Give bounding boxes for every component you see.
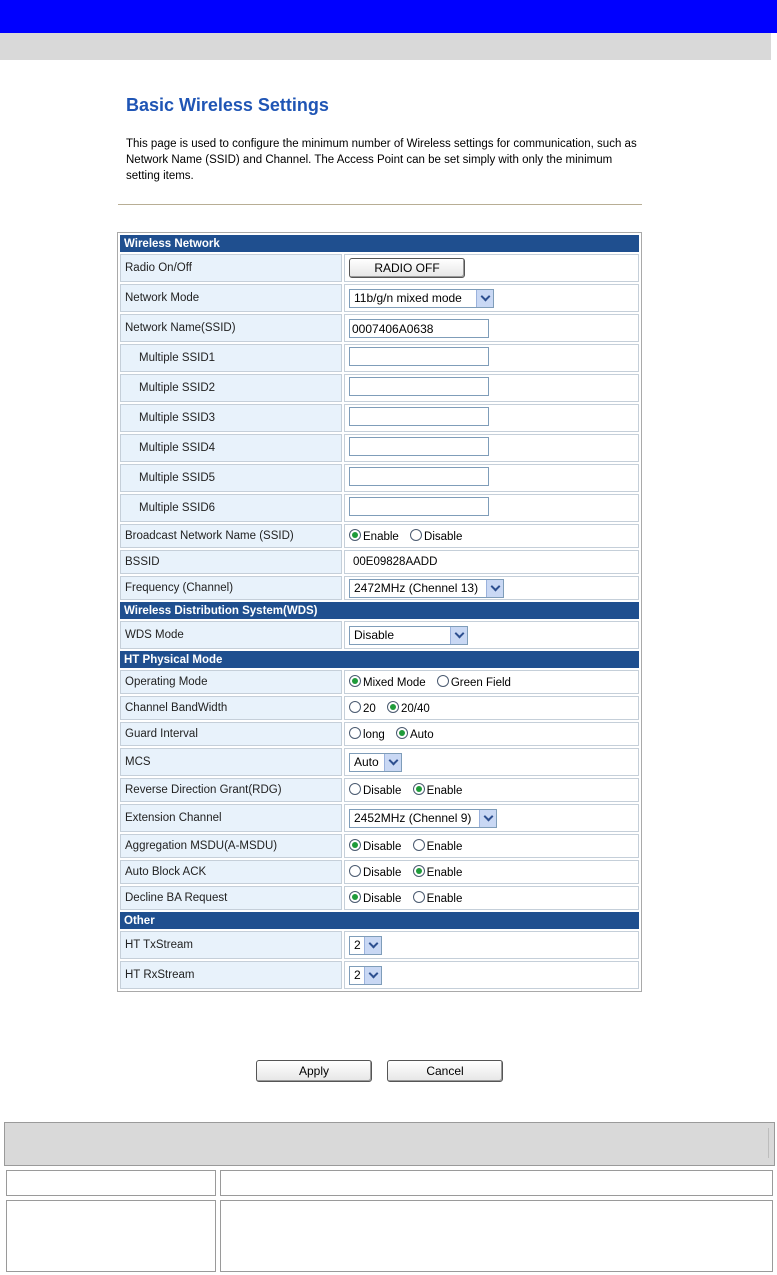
multiple-ssid1-label: Multiple SSID1 [120, 344, 342, 372]
table-cell [6, 1200, 216, 1272]
radio-checked-icon [349, 529, 361, 541]
page-title: Basic Wireless Settings [126, 95, 329, 115]
bssid-label: BSSID [120, 550, 342, 574]
multiple-ssid5-label: Multiple SSID5 [120, 464, 342, 492]
radio-checked-icon [413, 865, 425, 877]
radio-unchecked-icon [410, 529, 422, 541]
opmode-mixed-option[interactable]: Mixed Mode [349, 677, 426, 689]
wds-mode-select[interactable]: Disable [349, 626, 468, 645]
radio-checked-icon [349, 839, 361, 851]
autoba-disable-option[interactable]: Disable [349, 867, 401, 879]
section-wireless-network: Wireless Network [120, 235, 639, 252]
guard-interval-label: Guard Interval [120, 722, 342, 746]
radio-unchecked-icon [437, 675, 449, 687]
multiple-ssid5-input[interactable] [349, 467, 489, 486]
rx-stream-label: HT RxStream [120, 961, 342, 989]
multiple-ssid4-input[interactable] [349, 437, 489, 456]
radio-checked-icon [349, 675, 361, 687]
radio-unchecked-icon [413, 839, 425, 851]
apply-button[interactable]: Apply [256, 1060, 372, 1082]
bw-2040-option[interactable]: 20/40 [387, 703, 430, 715]
table-cell [220, 1170, 773, 1196]
table-header [4, 1122, 775, 1166]
gi-auto-option[interactable]: Auto [396, 729, 434, 741]
chevron-down-icon [450, 627, 467, 644]
opmode-green-option[interactable]: Green Field [437, 677, 511, 689]
autoba-enable-option[interactable]: Enable [413, 867, 463, 879]
mcs-label: MCS [120, 748, 342, 776]
cancel-button[interactable]: Cancel [387, 1060, 503, 1082]
radio-label: Radio On/Off [120, 254, 342, 282]
gi-long-option[interactable]: long [349, 729, 385, 741]
radio-unchecked-icon [349, 727, 361, 739]
amsdu-enable-option[interactable]: Enable [413, 841, 463, 853]
action-bar [0, 1060, 777, 1082]
multiple-ssid2-label: Multiple SSID2 [120, 374, 342, 402]
chevron-down-icon [486, 580, 503, 597]
multiple-ssid4-label: Multiple SSID4 [120, 434, 342, 462]
radio-checked-icon [387, 701, 399, 713]
extension-channel-label: Extension Channel [120, 804, 342, 832]
broadcast-disable-option[interactable]: Disable [410, 531, 462, 543]
section-ht-physical-mode: HT Physical Mode [120, 651, 639, 668]
decline-enable-option[interactable]: Enable [413, 893, 463, 905]
top-blue-bar [0, 0, 777, 33]
rx-stream-select[interactable]: 2 [349, 966, 382, 985]
tx-stream-label: HT TxStream [120, 931, 342, 959]
ssid-input[interactable]: 0007406A0638 [349, 319, 489, 338]
rdg-label: Reverse Direction Grant(RDG) [120, 778, 342, 802]
frequency-label: Frequency (Channel) [120, 576, 342, 600]
bw-20-option[interactable]: 20 [349, 703, 376, 715]
multiple-ssid2-input[interactable] [349, 377, 489, 396]
amsdu-label: Aggregation MSDU(A-MSDU) [120, 834, 342, 858]
chevron-down-icon [479, 810, 496, 827]
rdg-enable-option[interactable]: Enable [413, 785, 463, 797]
rdg-disable-option[interactable]: Disable [349, 785, 401, 797]
radio-unchecked-icon [349, 783, 361, 795]
broadcast-enable-option[interactable]: Enable [349, 531, 399, 543]
field-description-table [2, 1122, 775, 1275]
wds-mode-label: WDS Mode [120, 621, 342, 649]
multiple-ssid3-label: Multiple SSID3 [120, 404, 342, 432]
multiple-ssid6-input[interactable] [349, 497, 489, 516]
page-description: This page is used to configure the minimum number of Wireless settings for communication, such as Network Name (SSID) and Channel. The Access Point can be set simply with only the minimum setting items. [126, 138, 637, 182]
mcs-select[interactable]: Auto [349, 753, 402, 772]
broadcast-ssid-label: Broadcast Network Name (SSID) [120, 524, 342, 548]
section-wds: Wireless Distribution System(WDS) [120, 602, 639, 619]
table-cell [220, 1200, 773, 1272]
amsdu-disable-option[interactable]: Disable [349, 841, 401, 853]
bssid-value: 00E09828AADD [344, 550, 639, 574]
chevron-down-icon [384, 754, 401, 771]
chevron-down-icon [476, 290, 493, 307]
settings-table [117, 232, 642, 992]
tx-stream-select[interactable]: 2 [349, 936, 382, 955]
radio-unchecked-icon [349, 701, 361, 713]
multiple-ssid1-input[interactable] [349, 347, 489, 366]
section-other: Other [120, 912, 639, 929]
radio-off-button[interactable]: RADIO OFF [349, 258, 465, 278]
network-mode-label: Network Mode [120, 284, 342, 312]
top-gray-bar [0, 33, 771, 60]
network-mode-select[interactable]: 11b/g/n mixed mode [349, 289, 494, 308]
auto-block-ack-label: Auto Block ACK [120, 860, 342, 884]
radio-unchecked-icon [413, 891, 425, 903]
multiple-ssid6-label: Multiple SSID6 [120, 494, 342, 522]
radio-checked-icon [349, 891, 361, 903]
extension-channel-select[interactable]: 2452MHz (Chennel 9) [349, 809, 497, 828]
table-cell [6, 1170, 216, 1196]
multiple-ssid3-input[interactable] [349, 407, 489, 426]
radio-checked-icon [396, 727, 408, 739]
decline-disable-option[interactable]: Disable [349, 893, 401, 905]
frequency-select[interactable]: 2472MHz (Chennel 13) [349, 579, 504, 598]
chevron-down-icon [364, 967, 381, 984]
decline-ba-label: Decline BA Request [120, 886, 342, 910]
chevron-down-icon [364, 937, 381, 954]
divider [118, 204, 642, 205]
ssid-label: Network Name(SSID) [120, 314, 342, 342]
radio-unchecked-icon [349, 865, 361, 877]
operating-mode-label: Operating Mode [120, 670, 342, 694]
bandwidth-label: Channel BandWidth [120, 696, 342, 720]
radio-checked-icon [413, 783, 425, 795]
